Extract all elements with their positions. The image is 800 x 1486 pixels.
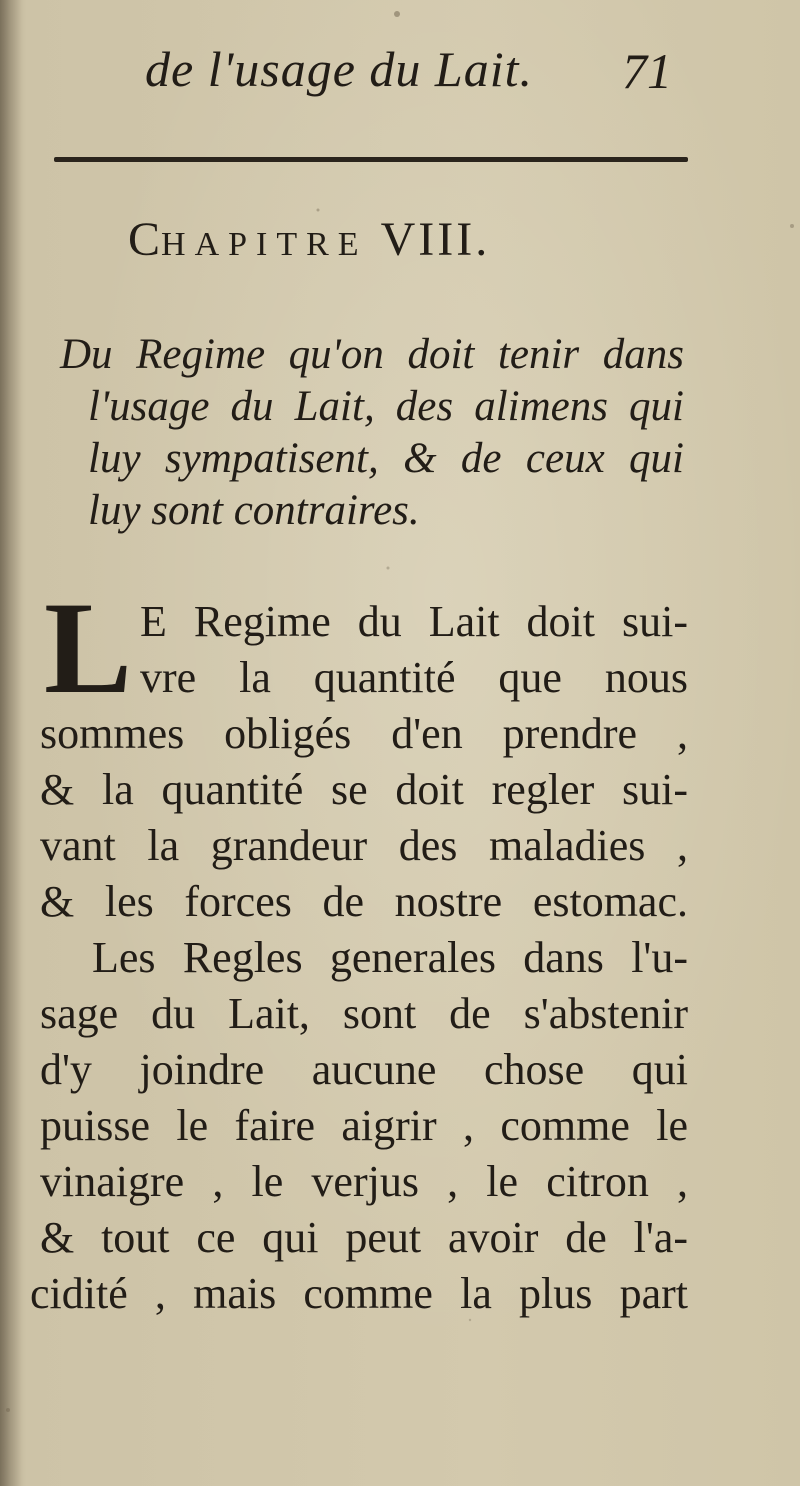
body-line: Les Regles generales dans l'u- — [92, 933, 688, 982]
body-line: vant la grandeur des maladies , — [40, 821, 688, 870]
body-line: sage du Lait, sont de s'abstenir — [40, 989, 688, 1038]
chapter-title — [128, 212, 490, 267]
subtitle-line: luy sont contraires. — [88, 487, 420, 534]
body-line: vre la quantité que nous — [140, 653, 688, 702]
header-rule — [54, 157, 688, 162]
body-line: & tout ce qui peut avoir de l'a- — [40, 1213, 688, 1262]
body-line: cidité , mais comme la plus part — [30, 1269, 688, 1318]
body-line: d'y joindre aucune chose qui — [40, 1045, 688, 1094]
page-number: 71 — [622, 43, 672, 99]
body-line: sommes obligés d'en prendre , — [40, 709, 688, 758]
gutter-shadow — [0, 0, 22, 1486]
body-line: & la quantité se doit regler sui- — [40, 765, 688, 814]
body-line: puisse le faire aigrir , comme le — [40, 1101, 688, 1150]
running-head — [0, 40, 800, 110]
subtitle-line: l'usage du Lait, des alimens qui — [88, 383, 684, 430]
subtitle-line: Du Regime qu'on doit tenir dans — [60, 331, 684, 378]
chapter-title-word: HAPITRE — [161, 226, 368, 263]
body-line: vinaigre , le verjus , le citron , — [40, 1157, 688, 1206]
chapter-title-initial: C — [128, 213, 162, 266]
body-line: & les forces de nostre estomac. — [40, 877, 688, 926]
chapter-number: VIII. — [380, 213, 491, 266]
running-title: de l'usage du Lait. — [145, 41, 534, 97]
body-line: E Regime du Lait doit sui- — [140, 597, 688, 646]
drop-cap: L — [44, 574, 133, 721]
subtitle-line: luy sympatisent, & de ceux qui — [88, 435, 684, 482]
